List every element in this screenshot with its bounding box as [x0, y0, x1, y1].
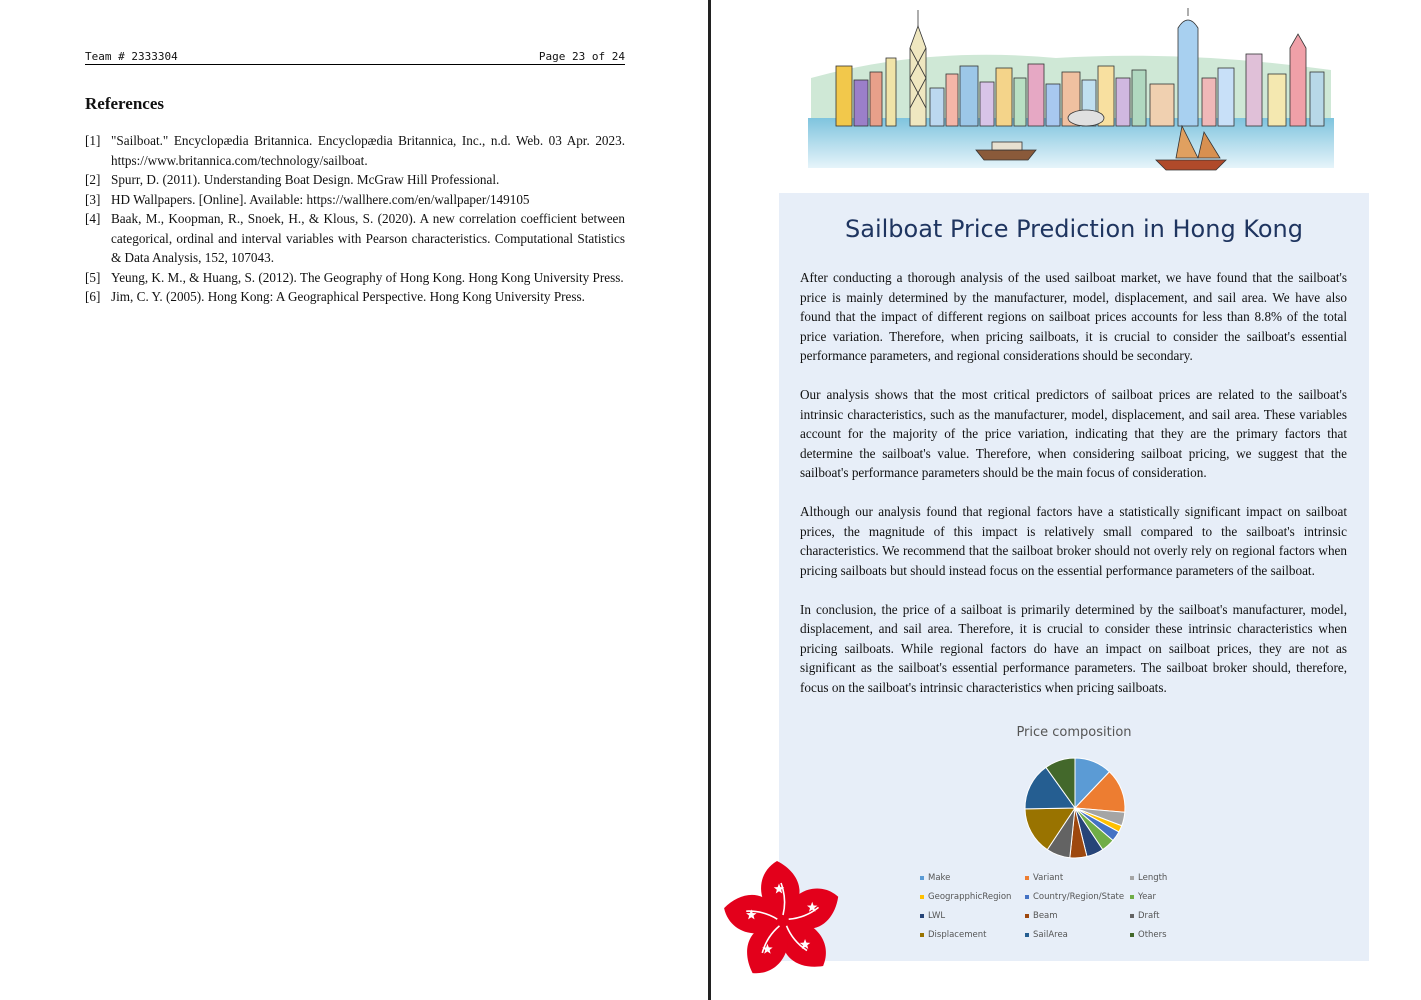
legend-swatch — [1130, 895, 1134, 899]
right-page — [711, 0, 1421, 1000]
reference-item — [85, 268, 625, 288]
legend-label: Country/Region/State — [1033, 892, 1125, 902]
legend-label: Others — [1138, 930, 1167, 940]
legend-label: Year — [1138, 892, 1156, 902]
reference-number: [5] — [85, 269, 101, 285]
legend-swatch — [1025, 895, 1029, 899]
reference-text: Baak, M., Koopman, R., Snoek, H., & Klous, S. (2020). A new correlation coefficient between categorical, ordinal and interval variables with Pearson characteristics. Computational Statistics & Data Analysis, 152, 107043. — [111, 211, 625, 265]
legend-swatch — [1130, 914, 1134, 918]
legend-swatch — [920, 895, 924, 899]
legend-item — [920, 930, 986, 940]
reference-number: [3] — [85, 191, 101, 207]
legend-label: LWL — [928, 911, 946, 921]
legend-swatch — [920, 876, 924, 880]
reference-text: Yeung, K. M., & Huang, S. (2012). The Geography of Hong Kong. Hong Kong University Press. — [111, 269, 624, 285]
legend-label: Draft — [1138, 911, 1160, 921]
legend-item — [1025, 873, 1063, 883]
reference-text: "Sailboat." Encyclopædia Britannica. Encyclopædia Britannica, Inc., n.d. Web. 03 Apr. 2023. https://www.britannica.com/technology/sailboat. — [111, 133, 625, 168]
reference-item — [85, 287, 625, 307]
legend-item — [920, 892, 1011, 902]
legend-swatch — [1025, 933, 1029, 937]
page-header — [85, 50, 625, 65]
legend-label: SailArea — [1033, 930, 1068, 940]
legend-item — [1130, 911, 1159, 921]
reference-item — [85, 209, 625, 268]
legend-swatch — [1130, 933, 1134, 937]
summary-paragraph: Our analysis shows that the most critical predictors of sailboat prices are related to the sailboat's intrinsic characteristics, such as the manufacturer, model, displacement, and sail area. These variables account for the majority of the price variation, indicating that they are the primary factors that determine the sailboat's value. Therefore, when considering sailboat pricing, we suggest that the sailboat's performance parameters should be the main focus of consideration. — [800, 387, 1347, 480]
summary-paragraph: Although our analysis found that regional factors have a statistically significant impact on sailboat prices, the magnitude of this impact is relatively small compared to the sailboat's intrinsic characteristics. We recommend that the sailboat broker should not overly rely on regional factors when pricing sailboats but should instead focus on the essential performance parameters of the sailboat. — [800, 504, 1347, 578]
reference-item — [85, 131, 625, 170]
reference-text: HD Wallpapers. [Online]. Available: https://wallhere.com/en/wallpaper/149105 — [111, 191, 530, 207]
legend-label: Variant — [1033, 873, 1064, 883]
pie-chart — [1022, 755, 1128, 861]
chart-title: Price composition — [1016, 725, 1132, 740]
legend-item — [920, 911, 945, 921]
legend-item — [1025, 930, 1068, 940]
page-number: Page 23 of 24 — [538, 50, 625, 63]
reference-number: [1] — [85, 133, 101, 148]
legend-item — [1130, 892, 1156, 902]
skyline-illustration — [806, 8, 1336, 190]
legend-swatch — [920, 914, 924, 918]
legend-item — [1130, 873, 1167, 883]
legend-label: Make — [928, 873, 951, 883]
summary-paragraph: In conclusion, the price of a sailboat is primarily determined by the sailboat's manufacturer, model, displacement, and sail area. Therefore, it is crucial to consider these intrinsic characteristics when pricing sailboats. While regional factors do have an impact on sailboat prices, they are not as significant as the sailboat's essential performance parameters. The sailboat broker should, therefore, focus on the sailboat's intrinsic characteristics when pricing sailboats. — [800, 601, 1347, 695]
summary-poster — [779, 193, 1369, 961]
poster-title: Sailboat Price Prediction in Hong Kong — [845, 215, 1303, 243]
legend-label: Displacement — [928, 930, 987, 940]
legend-label: Length — [1138, 873, 1168, 883]
legend-item — [1025, 911, 1058, 921]
reference-number: [6] — [85, 289, 101, 304]
reference-number: [2] — [85, 172, 101, 187]
reference-item — [85, 170, 625, 190]
team-number: Team # 2333304 — [85, 50, 178, 63]
reference-text: Spurr, D. (2011). Understanding Boat Design. McGraw Hill Professional. — [111, 172, 500, 187]
references-heading: References — [85, 94, 164, 113]
reference-item — [85, 190, 625, 210]
legend-label: Beam — [1033, 911, 1058, 921]
chart-legend — [920, 873, 1220, 953]
reference-text: Jim, C. Y. (2005). Hong Kong: A Geographical Perspective. Hong Kong University Press. — [111, 289, 585, 304]
legend-item — [1025, 892, 1124, 902]
legend-swatch — [1025, 876, 1029, 880]
legend-label: GeograpphicRegion — [928, 892, 1012, 902]
legend-swatch — [920, 933, 924, 937]
bauhinia-emblem — [720, 860, 846, 982]
summary-paragraph: After conducting a thorough analysis of the used sailboat market, we have found that the sailboat's price is mainly determined by the manufacturer, model, displacement, and sail area. We have also found that the impact of different regions on sailboat prices accounts for less than 8.8% of the total price variation. Therefore, when pricing sailboats, it is crucial to consider the sailboat's essential performance parameters, and regional considerations should be secondary. — [800, 270, 1347, 363]
legend-swatch — [1130, 876, 1134, 880]
references-list — [85, 131, 625, 307]
legend-item — [920, 873, 950, 883]
legend-swatch — [1025, 914, 1029, 918]
reference-number: [4] — [85, 211, 101, 226]
left-page — [0, 0, 708, 1000]
summary-body — [800, 268, 1347, 717]
legend-item — [1130, 930, 1167, 940]
